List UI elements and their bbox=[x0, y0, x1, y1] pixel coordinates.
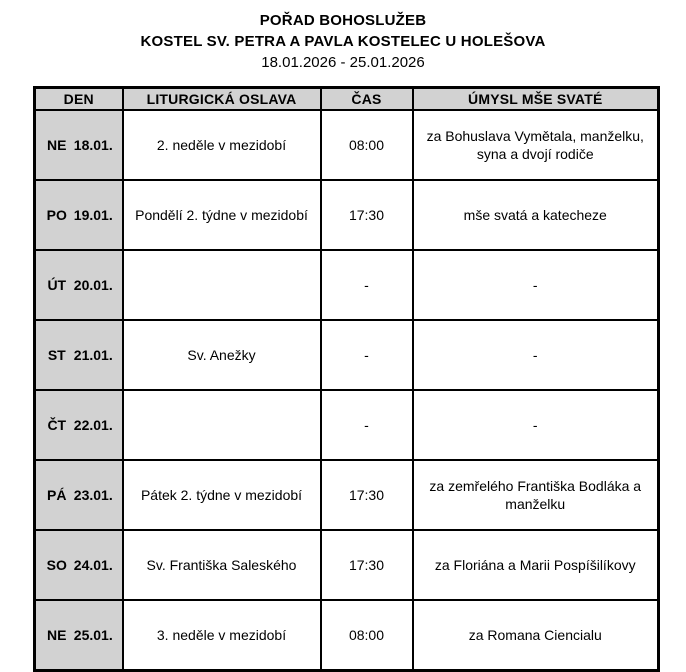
celebration-cell bbox=[123, 250, 321, 320]
day-date: 21.01. bbox=[73, 347, 113, 363]
time-cell: 08:00 bbox=[321, 600, 413, 671]
time-cell: 17:30 bbox=[321, 530, 413, 600]
mass-schedule-table bbox=[33, 86, 660, 672]
table-row bbox=[35, 460, 659, 530]
time-cell: - bbox=[321, 250, 413, 320]
day-abbrev: SO bbox=[46, 557, 67, 573]
document-title: POŘAD BOHOSLUŽEB bbox=[259, 12, 427, 29]
column-header-liturgicka-oslava: LITURGICKÁ OSLAVA bbox=[123, 88, 321, 111]
intention-cell: za Romana Ciencialu bbox=[413, 600, 659, 671]
day-date: 22.01. bbox=[73, 417, 113, 433]
table-row bbox=[35, 110, 659, 180]
celebration-cell bbox=[123, 390, 321, 460]
table-row bbox=[35, 600, 659, 671]
day-cell bbox=[35, 530, 123, 600]
day-cell bbox=[35, 460, 123, 530]
day-cell bbox=[35, 110, 123, 180]
celebration-cell: Sv. Františka Saleského bbox=[123, 530, 321, 600]
time-cell: - bbox=[321, 390, 413, 460]
day-cell bbox=[35, 320, 123, 390]
day-abbrev: PO bbox=[46, 207, 67, 223]
day-cell bbox=[35, 250, 123, 320]
day-abbrev: NE bbox=[47, 137, 67, 153]
day-abbrev: PÁ bbox=[47, 487, 67, 503]
date-range: 18.01.2026 - 25.01.2026 bbox=[261, 54, 425, 71]
intention-cell: za Floriána a Marii Pospíšilíkovy bbox=[413, 530, 659, 600]
column-header-cas: ČAS bbox=[321, 88, 413, 111]
day-date: 18.01. bbox=[73, 137, 113, 153]
day-date: 19.01. bbox=[73, 207, 113, 223]
table-row bbox=[35, 390, 659, 460]
time-cell: 17:30 bbox=[321, 460, 413, 530]
time-cell: 08:00 bbox=[321, 110, 413, 180]
document-header bbox=[0, 0, 686, 73]
intention-cell: - bbox=[413, 250, 659, 320]
day-date: 25.01. bbox=[73, 627, 113, 643]
intention-cell: mše svatá a katecheze bbox=[413, 180, 659, 250]
time-cell: 17:30 bbox=[321, 180, 413, 250]
intention-cell: - bbox=[413, 320, 659, 390]
schedule-body bbox=[35, 110, 659, 671]
column-header-den: DEN bbox=[35, 88, 123, 111]
celebration-cell: Sv. Anežky bbox=[123, 320, 321, 390]
church-name: KOSTEL SV. PETRA A PAVLA KOSTELEC U HOLEŠOVA bbox=[140, 33, 546, 50]
celebration-cell: Pondělí 2. týdne v mezidobí bbox=[123, 180, 321, 250]
table-row bbox=[35, 320, 659, 390]
celebration-cell: Pátek 2. týdne v mezidobí bbox=[123, 460, 321, 530]
day-date: 20.01. bbox=[73, 277, 113, 293]
day-cell bbox=[35, 390, 123, 460]
day-cell bbox=[35, 180, 123, 250]
intention-cell: za Bohuslava Vymětala, manželku, syna a dvojí rodiče bbox=[413, 110, 659, 180]
day-abbrev: NE bbox=[47, 627, 67, 643]
day-abbrev: ÚT bbox=[47, 277, 67, 293]
day-abbrev: ST bbox=[47, 347, 66, 363]
table-row bbox=[35, 180, 659, 250]
time-cell: - bbox=[321, 320, 413, 390]
table-row bbox=[35, 530, 659, 600]
column-header-umysl-mse-svate: ÚMYSL MŠE SVATÉ bbox=[413, 88, 659, 111]
table-header-row bbox=[35, 88, 659, 111]
intention-cell: za zemřelého Františka Bodláka a manželku bbox=[413, 460, 659, 530]
table-row bbox=[35, 250, 659, 320]
day-date: 24.01. bbox=[73, 557, 113, 573]
celebration-cell: 2. neděle v mezidobí bbox=[123, 110, 321, 180]
day-abbrev: ČT bbox=[47, 417, 67, 433]
celebration-cell: 3. neděle v mezidobí bbox=[123, 600, 321, 671]
day-cell bbox=[35, 600, 123, 671]
intention-cell: - bbox=[413, 390, 659, 460]
day-date: 23.01. bbox=[73, 487, 113, 503]
